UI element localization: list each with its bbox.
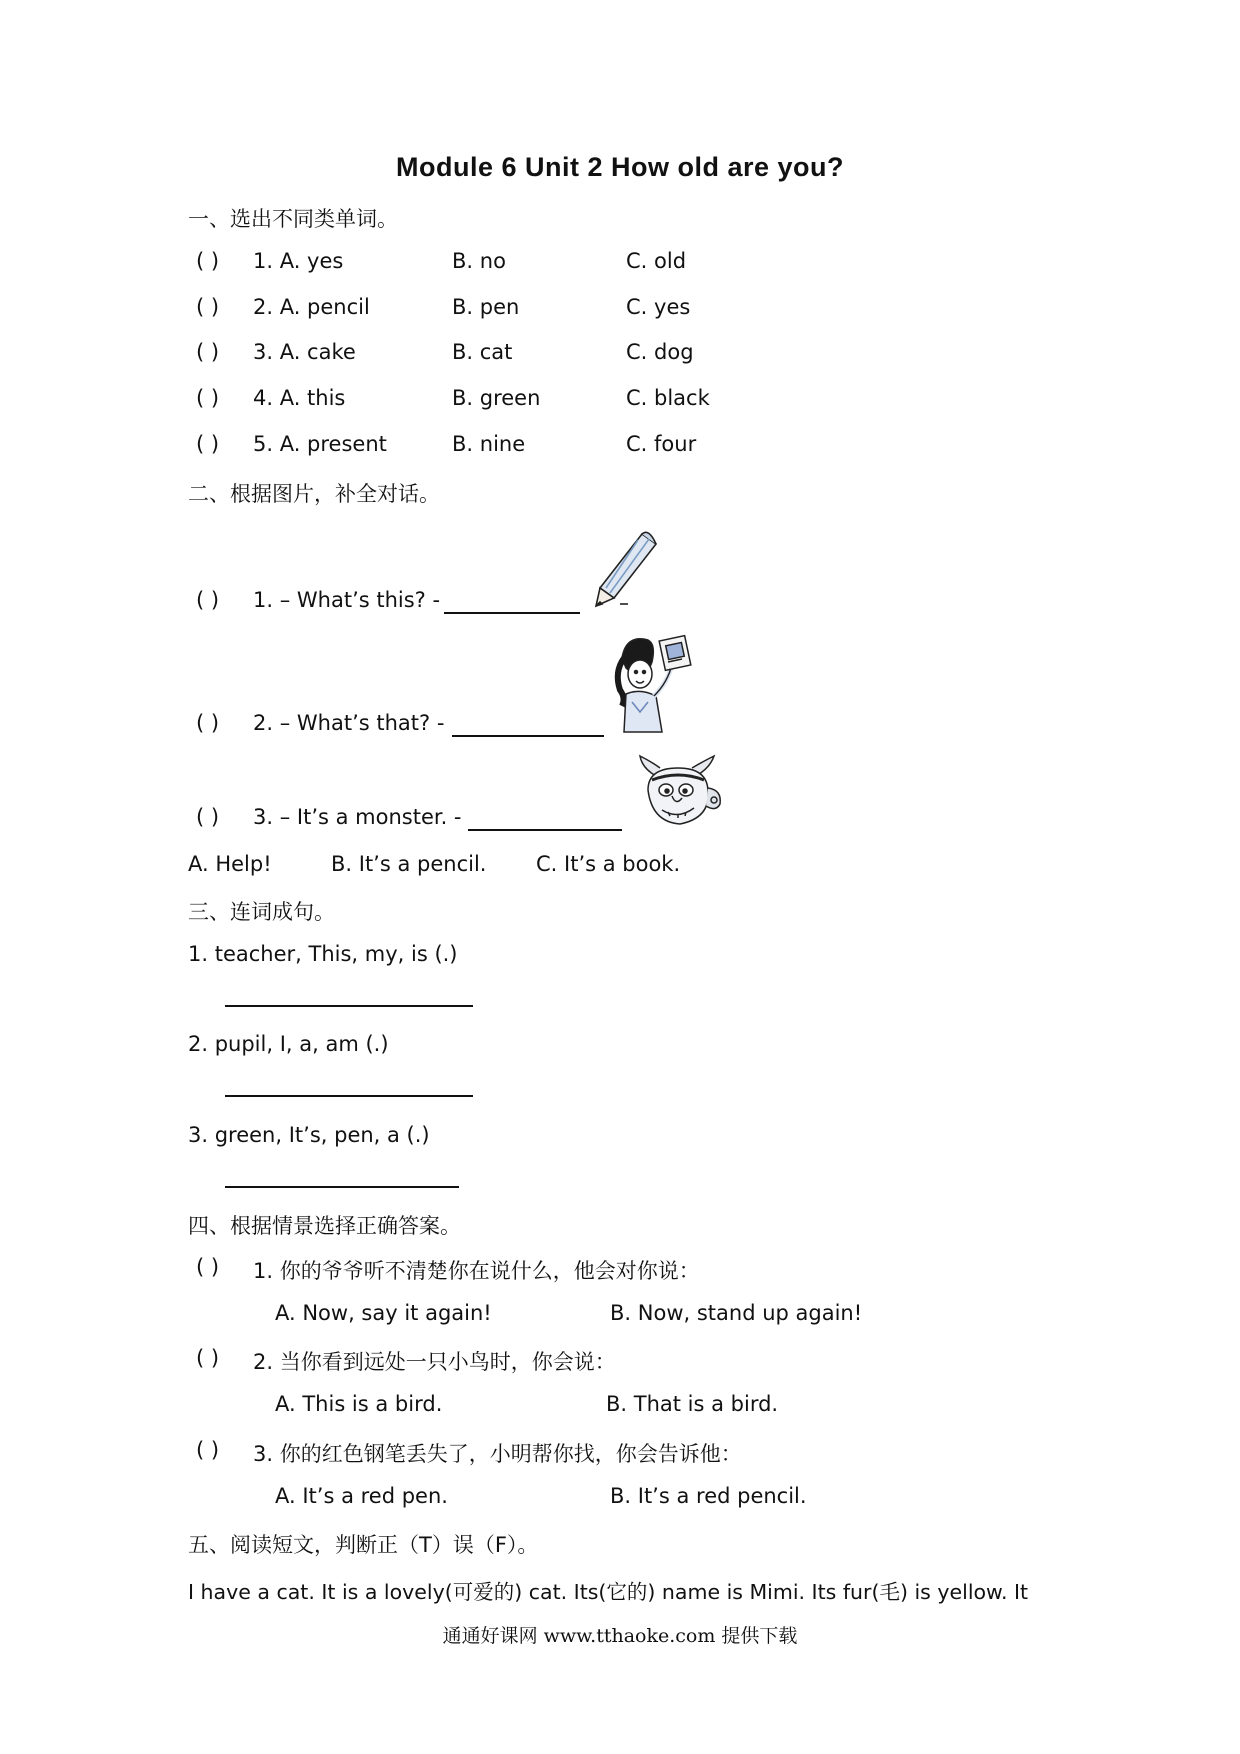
option-c: C. black [626, 386, 710, 410]
section-2-heading: 二、根据图片，补全对话。 [188, 482, 440, 506]
option-b: B. no [452, 249, 506, 273]
option-b: B. That is a bird. [606, 1392, 779, 1416]
option-a: 1. A. yes [253, 249, 344, 273]
scenario-question: 1. 你的爷爷听不清楚你在说什么，他会对你说： [253, 1259, 700, 1283]
answer-paren: ( ) [196, 711, 220, 735]
option-c: C. dog [626, 340, 694, 364]
dialogue-question: 2. – What’s that? - [253, 711, 445, 735]
answer-paren: ( ) [196, 1346, 220, 1370]
option-b: B. pen [452, 295, 520, 319]
option-c: C. four [626, 432, 697, 456]
answer-line[interactable] [225, 1005, 473, 1007]
option-b: B. It’s a pencil. [331, 852, 487, 876]
dialogue-question: 3. – It’s a monster. - [253, 805, 462, 829]
option-c: C. old [626, 249, 687, 273]
dialogue-question: 1. – What’s this? - [253, 588, 441, 612]
answer-blank[interactable] [452, 735, 604, 737]
option-a: 5. A. present [253, 432, 387, 456]
option-b: B. Now, stand up again! [610, 1301, 863, 1325]
answer-line[interactable] [225, 1095, 473, 1097]
answer-blank[interactable] [444, 612, 580, 614]
option-a: 3. A. cake [253, 340, 356, 364]
answer-paren: ( ) [196, 588, 220, 612]
answer-paren: ( ) [196, 432, 220, 456]
girl-holding-book-icon [612, 632, 702, 732]
page-title: Module 6 Unit 2 How old are you? [395, 152, 845, 182]
option-c: C. yes [626, 295, 691, 319]
answer-paren: ( ) [196, 1438, 220, 1462]
option-b: B. It’s a red pencil. [610, 1484, 807, 1508]
monster-icon [634, 754, 724, 832]
answer-paren: ( ) [196, 340, 220, 364]
section-1-heading: 一、选出不同类单词。 [188, 207, 398, 231]
answer-paren: ( ) [196, 1255, 220, 1279]
page-footer: 通通好课网 www.tthaoke.com 提供下载 [442, 1625, 798, 1647]
answer-paren: ( ) [196, 386, 220, 410]
scenario-question: 3. 你的红色钢笔丢失了，小明帮你找，你会告诉他： [253, 1442, 742, 1466]
option-a: A. Help! [188, 852, 272, 876]
reading-passage: I have a cat. It is a lovely(可爱的) cat. Its(它的) name is Mimi. Its fur(毛) is yellow. It [188, 1580, 1029, 1604]
pencil-icon [594, 530, 664, 610]
section-4-heading: 四、根据情景选择正确答案。 [188, 1214, 461, 1238]
option-a: A. Now, say it again! [275, 1301, 492, 1325]
sentence-words: 2. pupil, I, a, am (.) [188, 1032, 389, 1056]
sentence-words: 3. green, It’s, pen, a (.) [188, 1123, 430, 1147]
option-b: B. cat [452, 340, 513, 364]
answer-paren: ( ) [196, 295, 220, 319]
section-5-heading: 五、阅读短文，判断正（T）误（F）。 [188, 1533, 539, 1557]
option-b: B. green [452, 386, 541, 410]
option-a: 4. A. this [253, 386, 346, 410]
sentence-words: 1. teacher, This, my, is (.) [188, 942, 458, 966]
answer-paren: ( ) [196, 249, 220, 273]
answer-blank[interactable] [468, 829, 622, 831]
option-a: A. It’s a red pen. [275, 1484, 448, 1508]
answer-paren: ( ) [196, 805, 220, 829]
answer-line[interactable] [225, 1186, 459, 1188]
option-a: 2. A. pencil [253, 295, 370, 319]
option-a: A. This is a bird. [275, 1392, 443, 1416]
section-3-heading: 三、连词成句。 [188, 900, 335, 924]
option-c: C. It’s a book. [536, 852, 681, 876]
option-b: B. nine [452, 432, 526, 456]
scenario-question: 2. 当你看到远处一只小鸟时，你会说： [253, 1350, 616, 1374]
